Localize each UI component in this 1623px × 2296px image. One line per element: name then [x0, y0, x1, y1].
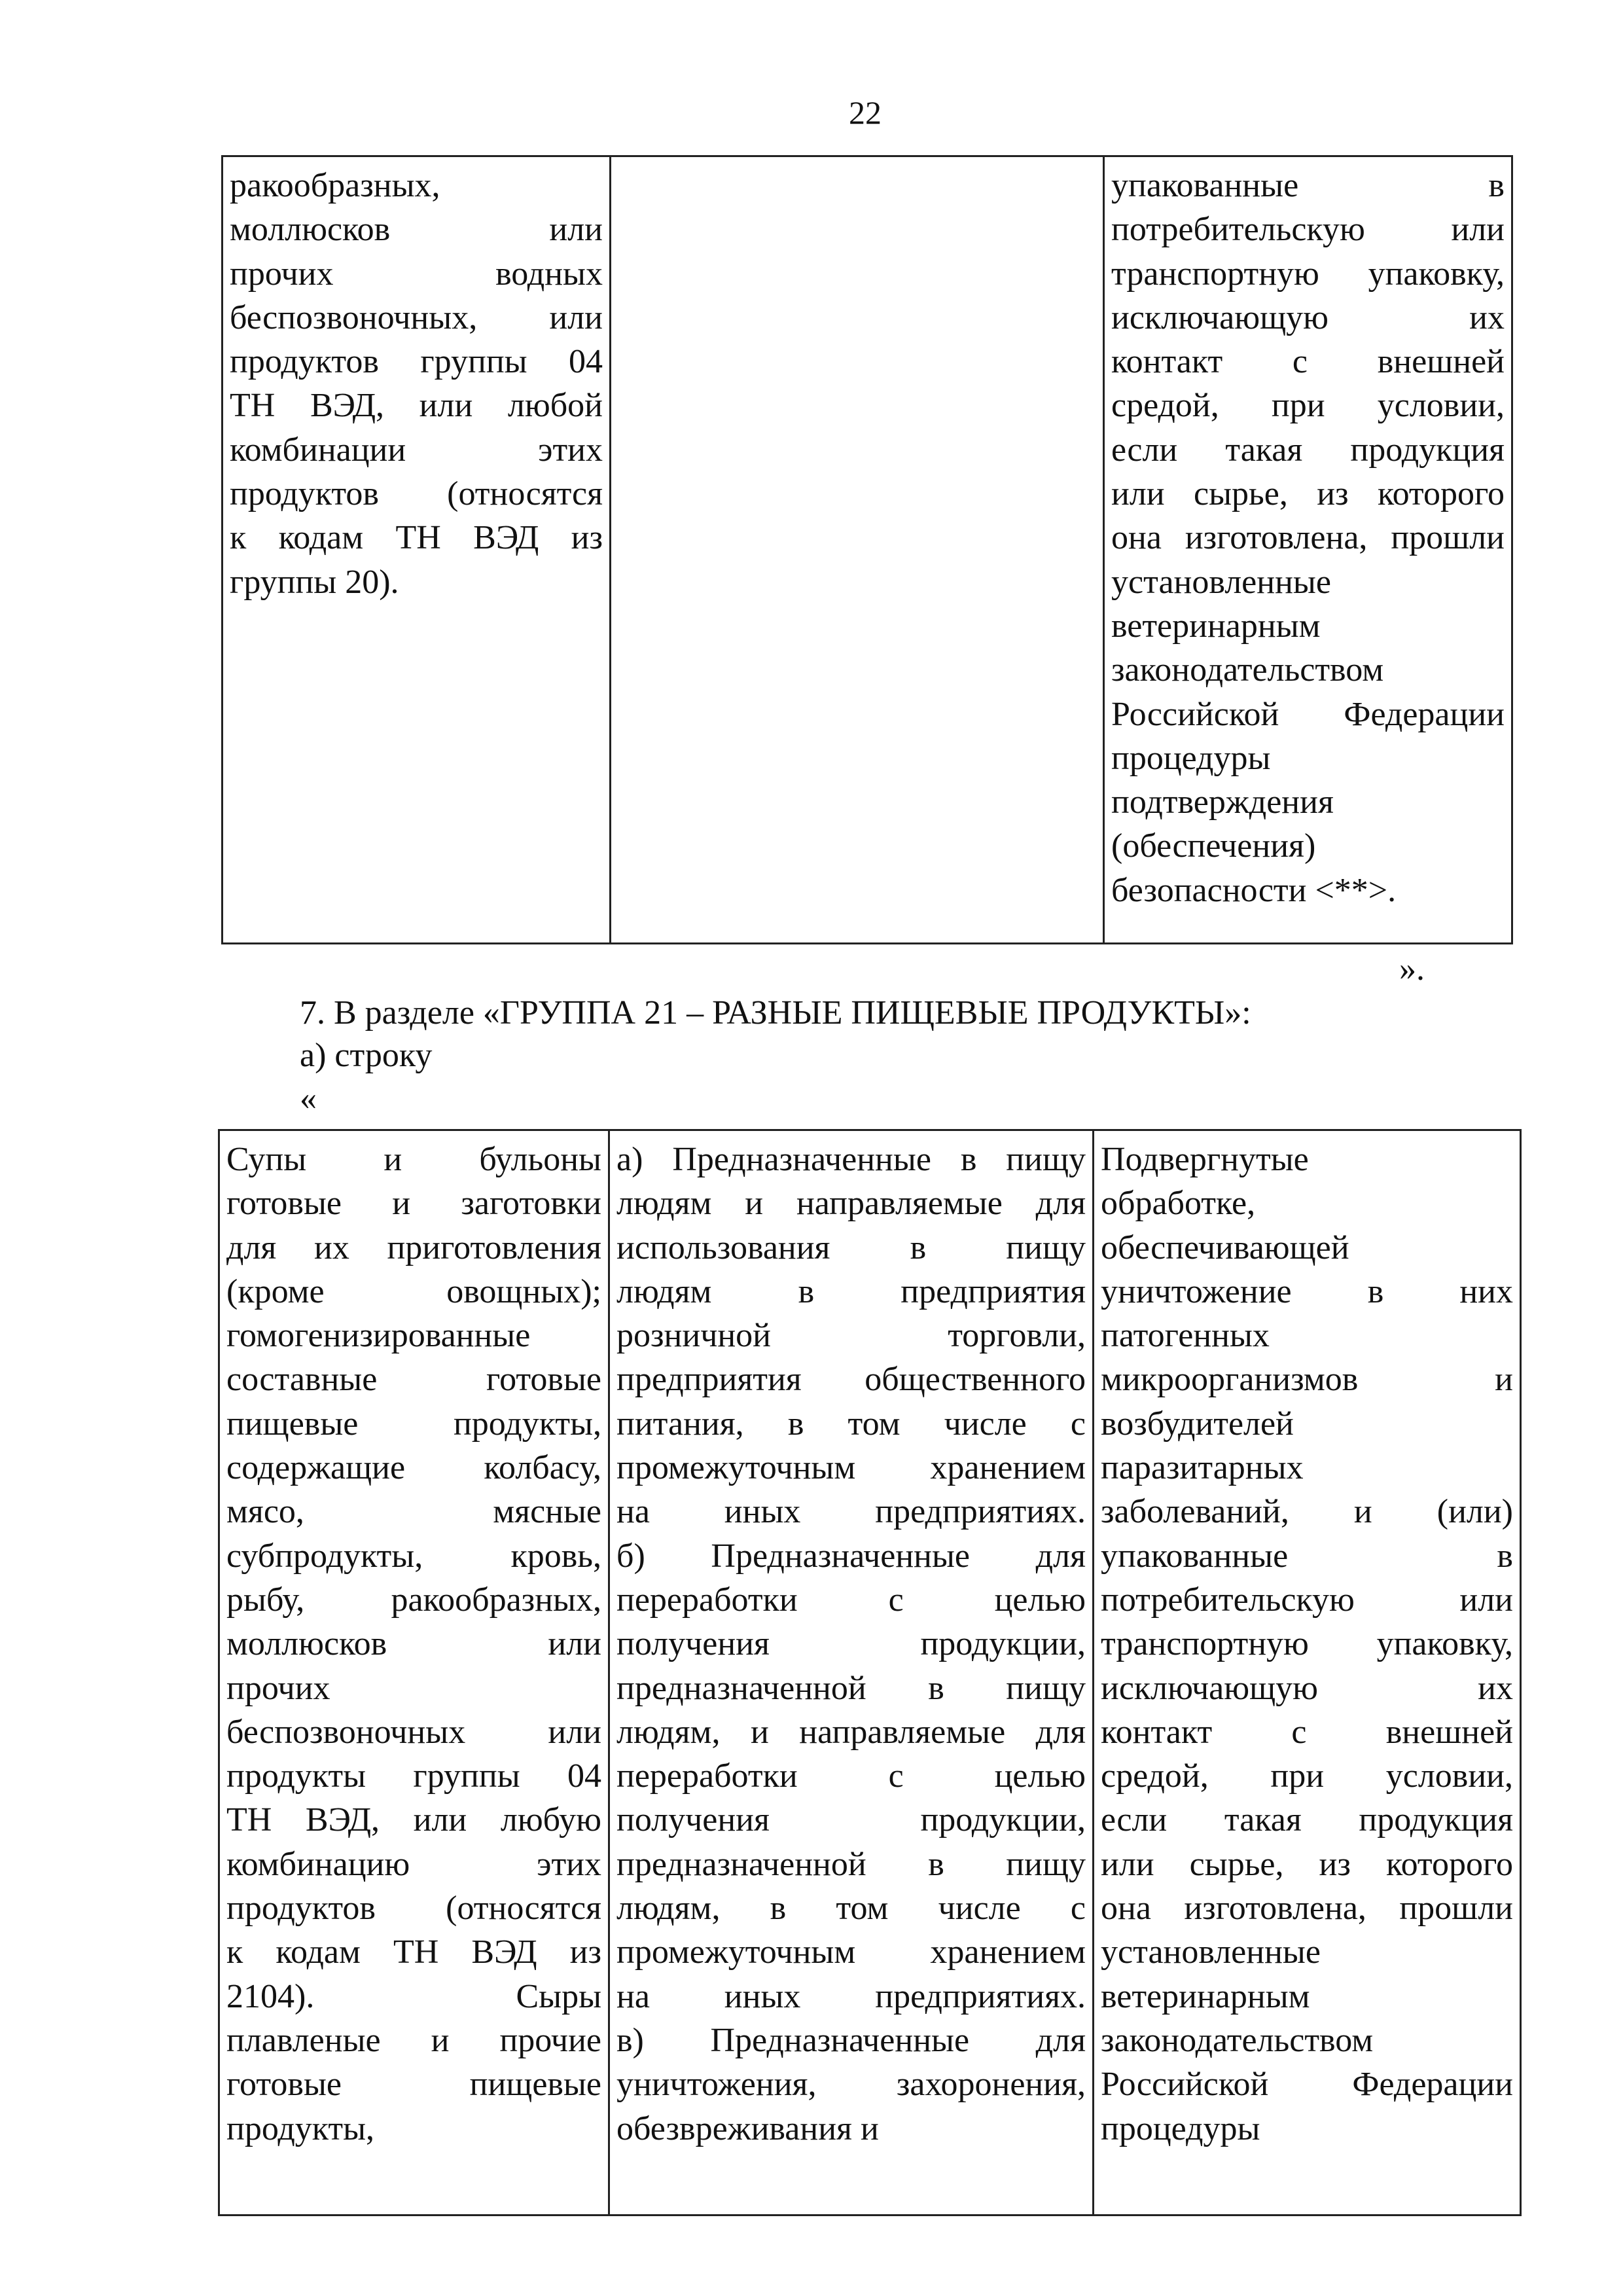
cell-line: подтверждения — [1111, 783, 1334, 821]
cell-line: комбинации этих — [230, 431, 603, 469]
cell-line: использования в пищу — [616, 1229, 1086, 1266]
cell-line: к кодам ТН ВЭД из — [230, 519, 603, 557]
cell-line: ветеринарным — [1101, 1977, 1310, 2015]
cell-line: потребительскую или — [1111, 211, 1505, 249]
cell-line: Супы и бульоны — [226, 1141, 601, 1178]
cell-line: Подвергнутые — [1101, 1141, 1309, 1178]
cell-line: паразитарных — [1101, 1449, 1304, 1487]
cell-line: людям и направляемые для — [616, 1185, 1086, 1223]
cell-line: промежуточным хранением — [616, 1933, 1086, 1971]
cell-line: уничтожения, захоронения, — [616, 2066, 1086, 2104]
product-description-cell — [219, 1130, 609, 2215]
purpose-cell — [609, 1130, 1094, 2215]
cell-line: получения продукции, — [616, 1625, 1086, 1663]
cell-line: на иных предприятиях. — [616, 1493, 1086, 1531]
cell-line: если такая продукция — [1111, 431, 1505, 469]
cell-line: готовые пищевые — [226, 2066, 601, 2104]
cell-line: исключающую их — [1101, 1669, 1513, 1707]
cell-line: исключающую их — [1111, 298, 1505, 336]
cell-line: предприятия общественного — [616, 1361, 1086, 1399]
cell-line: или сырье, из которого — [1101, 1845, 1513, 1883]
cell-line: потребительскую или — [1101, 1581, 1513, 1619]
cell-line: готовые и заготовки — [226, 1185, 601, 1223]
cell-line: Российской Федерации — [1101, 2066, 1513, 2104]
cell-line: содержащие колбасу, — [226, 1449, 601, 1487]
section-heading: 7. В разделе «ГРУППА 21 – РАЗНЫЕ ПИЩЕВЫЕ ПРОДУКТЫ»: — [300, 994, 1251, 1031]
cell-line: предназначенной в пищу — [616, 1669, 1086, 1707]
cell-line: прочих водных — [230, 255, 603, 293]
condition-cell — [1094, 1130, 1521, 2215]
cell-line: переработки с целью — [616, 1581, 1086, 1619]
continued-products-table — [221, 155, 1513, 944]
row-label: а) строку — [300, 1037, 433, 1074]
cell-line: промежуточным хранением — [616, 1449, 1086, 1487]
cell-line: ТН ВЭД, или любую — [226, 1801, 601, 1839]
cell-line: средой, при условии, — [1111, 387, 1505, 425]
cell-line: ракообразных, — [230, 167, 440, 204]
cell-line: заболеваний, и (или) — [1101, 1493, 1513, 1531]
cell-line: контакт с внешней — [1101, 1713, 1513, 1751]
cell-line: патогенных — [1101, 1317, 1270, 1355]
purpose-cell — [611, 156, 1104, 944]
cell-line: беспозвоночных, или — [230, 298, 603, 336]
cell-line: 2104). Сыры — [226, 1977, 601, 2015]
cell-line: законодательством — [1101, 2021, 1374, 2059]
cell-line: предназначенной в пищу — [616, 1845, 1086, 1883]
product-description-cell — [223, 156, 611, 944]
cell-line: (кроме овощных); — [226, 1272, 601, 1310]
cell-line: процедуры — [1101, 2109, 1260, 2147]
cell-line: б) Предназначенные для — [616, 1537, 1086, 1575]
cell-line: (обеспечения) — [1111, 827, 1316, 865]
cell-line: контакт с внешней — [1111, 343, 1505, 381]
cell-line: мясо, мясные — [226, 1493, 601, 1531]
cell-line: обезвреживания и — [616, 2109, 879, 2147]
cell-line: в) Предназначенные для — [616, 2021, 1086, 2059]
cell-line: упакованные в — [1111, 167, 1505, 204]
cell-line: средой, при условии, — [1101, 1757, 1513, 1795]
opening-quote: « — [300, 1080, 317, 1117]
cell-line: прочих — [226, 1669, 330, 1707]
cell-line: питания, в том числе с — [616, 1405, 1086, 1443]
page-number: 22 — [849, 94, 882, 131]
cell-line: людям в предприятия — [616, 1272, 1086, 1310]
cell-line: процедуры — [1111, 739, 1271, 777]
cell-line: безопасности <**>. — [1111, 871, 1397, 909]
cell-line: составные готовые — [226, 1361, 601, 1399]
cell-line: если такая продукция — [1101, 1801, 1513, 1839]
cell-line: для их приготовления — [226, 1229, 601, 1266]
cell-line: моллюсков или — [226, 1625, 601, 1663]
cell-line: ТН ВЭД, или любой — [230, 387, 603, 425]
cell-line: транспортную упаковку, — [1111, 255, 1505, 293]
condition-cell — [1104, 156, 1512, 944]
cell-line: продуктов (относятся — [230, 475, 603, 513]
cell-line: пищевые продукты, — [226, 1405, 601, 1443]
cell-line: обработке, — [1101, 1185, 1256, 1223]
cell-line: людям, и направляемые для — [616, 1713, 1086, 1751]
cell-line: установленные — [1101, 1933, 1321, 1971]
cell-line: продукты, — [226, 2109, 375, 2147]
cell-line: переработки с целью — [616, 1757, 1086, 1795]
cell-line: она изготовлена, прошли — [1111, 519, 1505, 557]
group21-products-table — [218, 1129, 1522, 2216]
table-row — [223, 156, 1512, 944]
cell-line: она изготовлена, прошли — [1101, 1890, 1513, 1928]
cell-line: на иных предприятиях. — [616, 1977, 1086, 2015]
cell-line: возбудителей — [1101, 1405, 1294, 1443]
cell-line: упакованные в — [1101, 1537, 1513, 1575]
cell-line: или сырье, из которого — [1111, 475, 1505, 513]
cell-line: рыбу, ракообразных, — [226, 1581, 601, 1619]
cell-line: розничной торговли, — [616, 1317, 1086, 1355]
cell-line: моллюсков или — [230, 211, 603, 249]
cell-line: субпродукты, кровь, — [226, 1537, 601, 1575]
cell-line: установленные — [1111, 563, 1331, 601]
cell-line: к кодам ТН ВЭД из — [226, 1933, 601, 1971]
table-row — [219, 1130, 1521, 2215]
cell-line: группы 20). — [230, 563, 399, 601]
cell-line: беспозвоночных или — [226, 1713, 601, 1751]
cell-line: гомогенизированные — [226, 1317, 531, 1355]
cell-line: ветеринарным — [1111, 607, 1321, 645]
cell-line: продуктов (относятся — [226, 1890, 601, 1928]
cell-line: микроорганизмов и — [1101, 1361, 1513, 1399]
cell-line: продуктов группы 04 — [230, 343, 603, 381]
cell-line: а) Предназначенные в пищу — [616, 1141, 1086, 1178]
cell-line: плавленые и прочие — [226, 2021, 601, 2059]
cell-line: законодательством — [1111, 651, 1384, 689]
cell-line: обеспечивающей — [1101, 1229, 1349, 1266]
cell-line: людям, в том числе с — [616, 1890, 1086, 1928]
cell-line: получения продукции, — [616, 1801, 1086, 1839]
cell-line: комбинацию этих — [226, 1845, 601, 1883]
cell-line: уничтожение в них — [1101, 1272, 1513, 1310]
cell-line: транспортную упаковку, — [1101, 1625, 1513, 1663]
cell-line: продукты группы 04 — [226, 1757, 601, 1795]
cell-line: Российской Федерации — [1111, 695, 1505, 733]
closing-quote: ». — [1399, 950, 1425, 988]
